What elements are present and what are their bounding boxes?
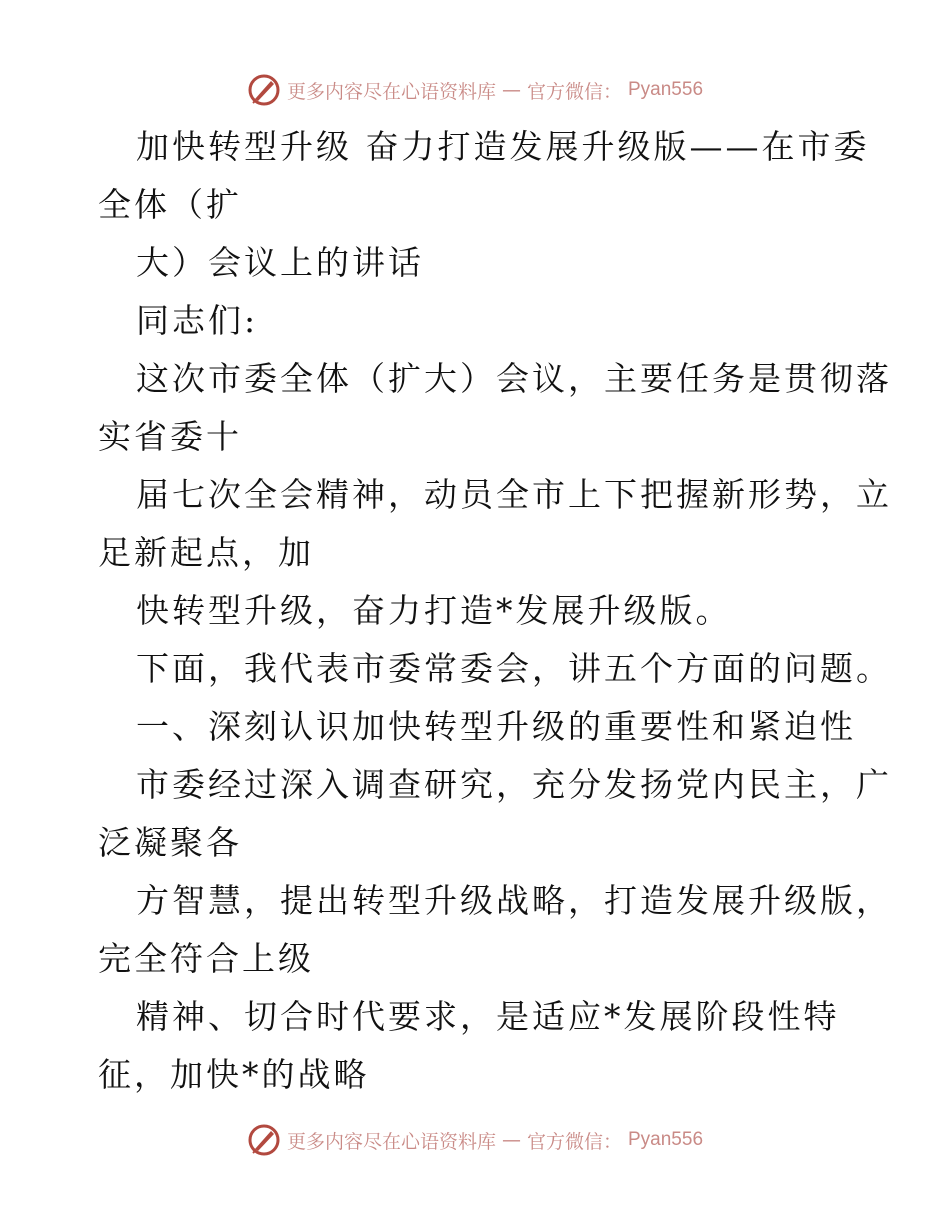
document-line: 这次市委全体（扩大）会议，主要任务是贯彻落 — [136, 359, 892, 398]
document-body — [98, 118, 892, 1104]
watermark-handle: Pyan556 — [628, 1129, 704, 1150]
document-line: 市委经过深入调查研究，充分发扬党内民主，广 — [136, 765, 892, 804]
watermark-separator: — — [501, 79, 521, 101]
quill-pen-logo-icon — [247, 73, 281, 107]
watermark-separator: — — [501, 1129, 521, 1151]
document-line: 泛凝聚各 — [98, 823, 242, 862]
watermark-text: 更多内容尽在心语资料库 — [286, 80, 496, 103]
document-line: 届七次全会精神，动员全市上下把握新形势，立 — [136, 475, 892, 514]
watermark-text: 更多内容尽在心语资料库 — [286, 1130, 496, 1153]
quill-pen-logo-icon — [247, 1123, 281, 1157]
header-watermark — [0, 70, 950, 110]
document-line: 下面，我代表市委常委会，讲五个方面的问题。 — [136, 649, 892, 688]
document-line: 方智慧，提出转型升级战略，打造发展升级版， — [136, 881, 892, 920]
document-line: 大）会议上的讲话 — [136, 243, 424, 282]
document-line: 实省委十 — [98, 417, 242, 456]
section-heading: 一、深刻认识加快转型升级的重要性和紧迫性 — [136, 707, 856, 746]
watermark-label: 官方微信： — [526, 80, 622, 103]
footer-watermark — [0, 1120, 950, 1160]
document-line: 足新起点，加 — [98, 533, 314, 572]
document-line: 同志们: — [136, 301, 259, 340]
document-line: 征，加快*的战略 — [98, 1055, 370, 1094]
watermark-handle: Pyan556 — [628, 79, 704, 100]
document-line: 全体（扩 — [98, 185, 242, 224]
document-line: 快转型升级，奋力打造*发展升级版。 — [136, 591, 732, 630]
watermark-label: 官方微信： — [526, 1130, 622, 1153]
document-line: 完全符合上级 — [98, 939, 314, 978]
document-line: 加快转型升级 奋力打造发展升级版——在市委 — [136, 127, 870, 166]
document-line: 精神、切合时代要求，是适应*发展阶段性特 — [136, 997, 840, 1036]
